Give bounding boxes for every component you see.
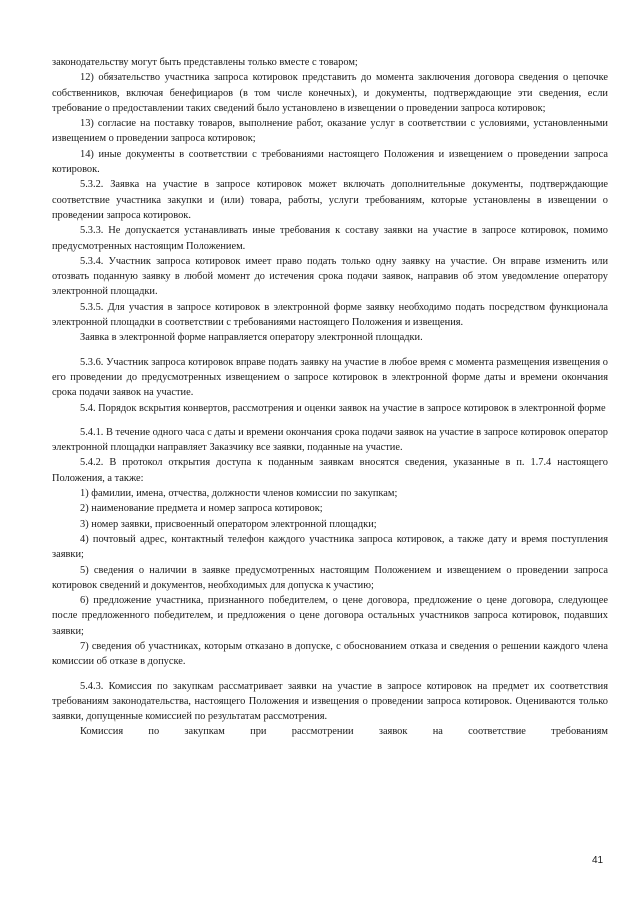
list-item-2: 2) наименование предмета и номер запроса котировок;	[80, 503, 323, 515]
list-item-3: 3) номер заявки, присвоенный оператором электронной площадки;	[80, 518, 377, 530]
clause-5-4-2: 5.4.2. В протокол открытия доступа к поданным заявкам вносятся сведения, указанные в п. 1.7.4 настоящего Положения, а также:	[52, 457, 608, 484]
list-item-7: 7) сведения об участниках, которым отказано в допуске, с обоснованием отказа и сведения о решении каждого члена комиссии об отказе в допуске.	[52, 640, 608, 668]
list-item-13: 13) согласие на поставку товаров, выполнение работ, оказание услуг в соответствии с условиями, установленными извещением о проведении запроса котировок;	[52, 118, 608, 145]
section-5-4-heading: 5.4. Порядок вскрытия конвертов, рассмотрения и оценки заявок на участие в запросе котировок в электронной форме	[80, 402, 606, 414]
clause-5-3-5-note: Заявка в электронной форме направляется оператору электронной площадки.	[80, 332, 423, 344]
document-body	[52, 55, 608, 740]
list-item-1: 1) фамилии, имена, отчества, должности членов комиссии по закупкам;	[80, 488, 398, 500]
list-item-14: 14) иные документы в соответствии с требованиями настоящего Положения и извещением о проведении запроса котировок.	[52, 148, 608, 176]
spacer	[52, 416, 608, 425]
clause-5-3-5: 5.3.5. Для участия в запросе котировок в электронной форме заявку необходимо подать посредством функционала электронной площадки в соответствии с требованиями настоящего Положения и извещения.	[52, 301, 608, 329]
paragraph-continuation: законодательству могут быть представлены только вместе с товаром;	[52, 57, 358, 68]
clause-5-3-4: 5.3.4. Участник запроса котировок имеет право подать только одну заявку на участие. Он вправе изменить или отозвать поданную заявку в любой момент до истечения срока подачи заявок, направив об этом уведомление оператору электронной площадки.	[52, 255, 608, 298]
clause-5-3-6: 5.3.6. Участник запроса котировок вправе подать заявку на участие в любое время с момента размещения извещения о его проведении до предусмотренных извещением о запросе котировок в электронной форме даты и времени окончания срока подачи заявок на участие.	[52, 356, 608, 399]
clause-5-3-3: 5.3.3. Не допускается устанавливать иные требования к составу заявки на участие в запросе котировок, помимо предусмотренных настоящим Положением.	[52, 225, 608, 252]
spacer	[52, 670, 608, 679]
clause-5-4-3-continued: Комиссия по закупкам при рассмотрении заявок на соответствие требованиям	[80, 726, 608, 738]
clause-5-4-3: 5.4.3. Комиссия по закупкам рассматривает заявки на участие в запросе котировок на предмет их соответствия требованиям законодательства, настоящего Положения и извещения о проведении запроса котировок. Оцениваются только заявки, допущенные комиссией по результатам рассмотрения.	[52, 680, 608, 723]
list-item-5: 5) сведения о наличии в заявке предусмотренных настоящим Положением и извещением о проведении запроса котировок сведений и документов, необходимых для допуска к участию;	[52, 564, 608, 591]
list-item-6: 6) предложение участника, признанного победителем, о цене договора, предложение о цене договора, следующее после предложенного победителем, и предложения о цене договора остальных участников запроса котировок, подавших заявки;	[52, 595, 608, 637]
list-item-12: 12) обязательство участника запроса котировок представить до момента заключения договора сведения о цепочке собственников, включая бенефициаров (в том числе конечных), и документы, подтверждающие эти сведения, если требование о предоставлении таких сведений было установлено в извещении о проведении запроса котировок;	[52, 72, 608, 114]
list-item-4: 4) почтовый адрес, контактный телефон каждого участника запроса котировок, а также дату и время поступления заявки;	[52, 533, 608, 561]
clause-5-3-2: 5.3.2. Заявка на участие в запросе котировок может включать дополнительные документы, подтверждающие соответствие участника закупки и (или) товара, работы, услуги требованиям, которые установлены в извещении о проведении запроса котировок.	[52, 179, 608, 221]
clause-5-4-1: 5.4.1. В течение одного часа с даты и времени окончания срока подачи заявок на участие в запросе котировок оператор электронной площадки направляет Заказчику все заявки, поданные на участие.	[52, 426, 608, 454]
spacer	[52, 346, 608, 355]
page-number: 41	[592, 855, 604, 866]
